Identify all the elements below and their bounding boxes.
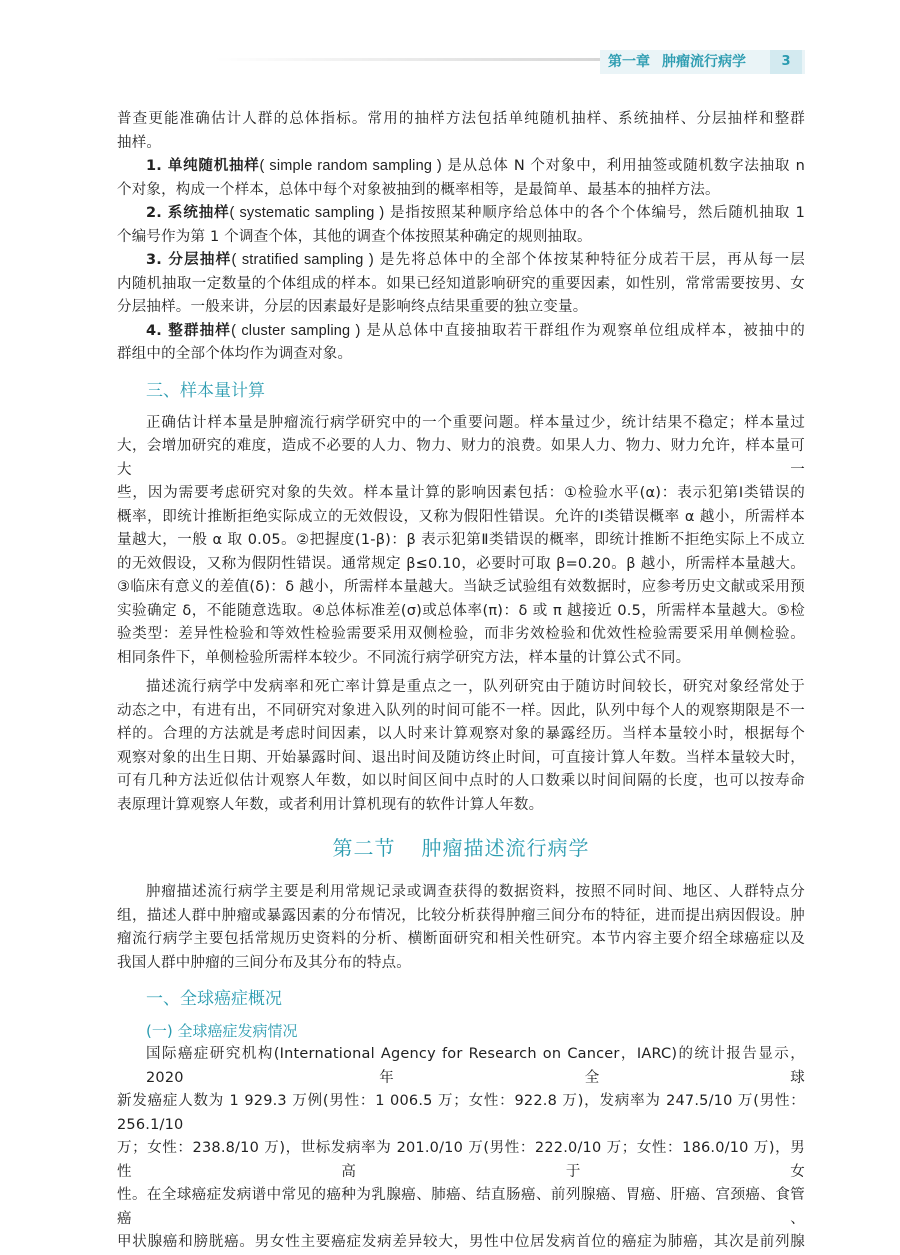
text-line: 量越大，一般 α 取 0.05。②把握度(1-β)：β 表示犯第Ⅱ类错误的概率，即统计推断不拒绝实际上不成立 — [117, 532, 805, 548]
text-line: 肿瘤描述流行病学主要是利用常规记录或调查获得的数据资料，按照不同时间、地区、人群特点分 — [146, 884, 805, 900]
chapter-title: 肿瘤流行病学 — [662, 54, 746, 70]
text-line: 万；女性：238.8/10 万)，世标发病率为 201.0/10 万(男性：222.0/10 万；女性：186.0/10 万)，男性高于女 — [117, 1140, 805, 1180]
method-term: 4. 整群抽样 — [146, 322, 232, 339]
method-stratified — [117, 249, 805, 320]
text-line: 验类型：差异性检验和等效性检验需要采用双侧检验，而非劣效检验和优效性检验需要采用单侧检验。 — [117, 626, 805, 642]
person-years-paragraph — [117, 676, 805, 817]
text-line: 国际癌症研究机构(International Agency for Research on Cancer，IARC)的统计报告显示，2020 年全球 — [146, 1046, 805, 1086]
method-english: ( cluster sampling ) — [231, 322, 361, 339]
text-line: 实验确定 δ，不能随意选取。④总体标准差(σ)或总体率(π)：δ 或 π 越接近 0.5，所需样本量越大。⑤检 — [117, 602, 805, 619]
text-line: 普查更能准确估计人群的总体指标。常用的抽样方法包括单纯随机抽样、系统抽样、分层抽样和整群 — [117, 111, 805, 127]
section-title — [117, 833, 805, 863]
text-line: 抽样。 — [117, 134, 162, 151]
text-line: 动态之中，有进有出，不同研究对象进入队列的时间可能不一样。因此，队列中每个人的观察期限是不一 — [117, 702, 805, 719]
page-number: 3 — [770, 50, 802, 74]
incidence-paragraph — [117, 1043, 805, 1255]
method-english: ( simple random sampling ) — [259, 158, 442, 174]
method-term: 2. 系统抽样 — [146, 205, 230, 221]
method-term: 1. 单纯随机抽样 — [146, 158, 260, 174]
method-term: 3. 分层抽样 — [146, 252, 232, 268]
text-line: 观察对象的出生日期、开始暴露时间、退出时间及随访终止时间，可直接计算人年数。当样本量较大时， — [117, 749, 805, 766]
text-line: 我国人群中肿瘤的三间分布及其分布的特点。 — [117, 954, 411, 971]
text-line: 描述流行病学中发病率和死亡率计算是重点之一，队列研究由于随访时间较长，研究对象经常处于 — [146, 679, 805, 695]
text-line: 的无效假设，又称为假阴性错误。通常规定 β≤0.10，必要时可取 β=0.20。β 越小，所需样本量越大。 — [117, 555, 805, 572]
chapter-number: 第一章 — [608, 54, 650, 70]
subsection-heading-global: 一、全球癌症概况 — [146, 989, 282, 1009]
text-line: 性。在全球癌症发病谱中常见的癌种为乳腺癌、肺癌、结直肠癌、前列腺癌、胃癌、肝癌、宫颈癌、食管癌、 — [117, 1187, 805, 1227]
text-line: 分层抽样。一般来讲，分层的因素最好是影响终点结果重要的独立变量。 — [117, 299, 588, 315]
text-line: 个对象，构成一个样本，总体中每个对象被抽到的概率相等，是最简单、最基本的抽样方法。 — [117, 181, 720, 198]
page-body — [117, 108, 805, 1255]
method-english: ( systematic sampling ) — [229, 205, 385, 221]
text-line: 内随机抽取一定数量的个体组成的样本。如果已经知道影响研究的重要因素，如性别，常常需要按男、女 — [117, 275, 805, 292]
text-line: 些，因为需要考虑研究对象的失效。样本量计算的影响因素包括：①检验水平(α)：表示犯第Ⅰ类错误的 — [117, 485, 805, 501]
section-heading-sample-size: 三、样本量计算 — [146, 380, 265, 401]
text-line: 大，会增加研究的难度，造成不必要的人力、物力、财力的浪费。如果人力、物力、财力允许，样本量可大一 — [117, 438, 805, 478]
text-line: 组，描述人群中肿瘤或暴露因素的分布情况，比较分析获得肿瘤三间分布的特征，进而提出病因假设。肿 — [117, 907, 805, 924]
section-label: 第二节 — [332, 836, 396, 860]
method-cluster — [117, 320, 805, 367]
descriptive-intro-paragraph — [117, 881, 805, 975]
section-title-text: 肿瘤描述流行病学 — [421, 836, 590, 860]
text-line: 样的。合理的方法就是考虑时间因素，以人时来计算观察对象的暴露经历。当样本量较小时，根据每个 — [117, 726, 805, 742]
text-line: 新发癌症人数为 1 929.3 万例(男性：1 006.5 万；女性：922.8 万)，发病率为 247.5/10 万(男性：256.1/10 — [117, 1093, 805, 1133]
text-line: 是指按照某种顺序给总体中的各个个体编号，然后随机抽取 1 — [389, 205, 806, 221]
text-line: 群组中的全部个体均作为调查对象。 — [117, 346, 353, 362]
text-line: 概率，即统计推断拒绝实际成立的无效假设，又称为假阳性错误。允许的Ⅰ类错误概率 α 越小，所需样本 — [117, 508, 805, 525]
header-rule — [215, 58, 600, 61]
text-line: 可有几种方法近似估计观察人年数，如以时间区间中点时的人口数乘以时间间隔的长度，也可以按寿命 — [117, 773, 805, 789]
subsubsection-heading-incidence: (一) 全球癌症发病情况 — [146, 1022, 298, 1040]
text-line: 瘤流行病学主要包括常规历史资料的分析、横断面研究和相关性研究。本节内容主要介绍全球癌症以及 — [117, 931, 805, 947]
text-line: 是从总体 N 个对象中，利用抽签或随机数字法抽取 n — [447, 158, 805, 174]
text-line: ③临床有意义的差值(δ)：δ 越小，所需样本量越大。当缺乏试验组有效数据时，应参考历史文献或采用预 — [117, 579, 805, 595]
text-line: 正确估计样本量是肿瘤流行病学研究中的一个重要问题。样本量过少，统计结果不稳定；样本量过 — [146, 414, 805, 431]
text-line: 表原理计算观察人年数，或者利用计算机现有的软件计算人年数。 — [117, 796, 544, 813]
running-header — [608, 52, 746, 72]
text-line: 相同条件下，单侧检验所需样本较少。不同流行病学研究方法，样本量的计算公式不同。 — [117, 649, 691, 666]
method-english: ( stratified sampling ) — [231, 252, 374, 268]
method-simple-random — [117, 155, 805, 202]
sample-size-paragraph — [117, 412, 805, 671]
text-line: 甲状腺癌和膀胱癌。男女性主要癌症发病差异较大，男性中位居发病首位的癌症为肺癌，其次是前列腺 — [117, 1234, 805, 1250]
text-line: 是从总体中直接抽取若干群组作为观察单位组成样本，被抽中的 — [366, 322, 805, 339]
text-line: 个编号作为第 1 个调查个体，其他的调查个体按照某种确定的规则抽取。 — [117, 228, 592, 245]
method-systematic — [117, 202, 805, 249]
text-line: 是先将总体中的全部个体按某种特征分成若干层，再从每一层 — [379, 252, 806, 268]
intro-paragraph — [117, 108, 805, 155]
